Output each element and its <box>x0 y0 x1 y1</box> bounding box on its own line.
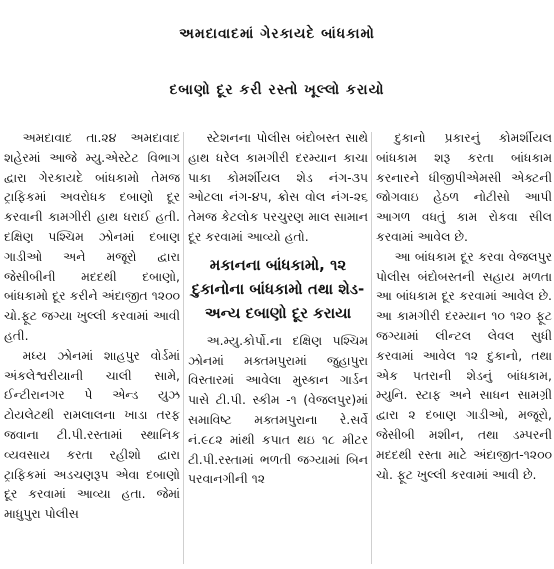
article-paragraph: અમદાવાદ તા.૨૪ અમદાવાદ શહેરમાં આજે મ્યુ.એસ્ટેટ વિભાગ દ્વારા ગેરકાયદે બાંધકામો તેમજ ટ્રાફિકમાં અવરોધક દબાણો દૂર કરવાની કામગીરી હાથ ધરાઈ હતી. દક્ષિણ પશ્ચિમ ઝોનમાં દબાણ ગાડીઓ અને મજૂરો દ્વારા જેસીબીની મદદથી દબાણો, બાંધકામો દૂર કરીને અંદાજીત ૧૨૦૦ ચો.ફૂટ જગ્યા ખુલ્લી કરવામાં આવી હતી. <box>4 130 180 343</box>
column-divider <box>183 132 184 564</box>
headline-line-1: અમદાવાદમાં ગેરકાયદે બાંધકામો <box>179 26 375 42</box>
article-paragraph: દુકાનો પ્રકારનું કોમર્શીયલ બાંધકામ શરૂ કરતા બાંધકામ કરનારને ધીજીપીએમસી એક્ટની જોગવાઇ હેઠળ નોટીસો આપી આગળ વધતું કામ રોકવા સીલ કરવામાં આવેલ છે. <box>376 130 552 244</box>
article-column-3 <box>376 128 552 569</box>
column-divider <box>371 132 372 564</box>
article-paragraph: મધ્ય ઝોનમાં શાહપુર વોર્ડમાં અંકલેશ્વરીયાની ચાલી સામે, ઈન્ટીરાનગર પે એન્ડ યુઝ ટોયલેટથી રામલાલના ખાડા તરફ જવાના ટી.પી.રસ્તામાં સ્થાનિક વ્યવસાય કરતા રહીશો દ્વારા ટ્રાફિકમાં અડચણરૂપ એવા દબાણો દૂર કરવામાં આવ્યા હતા. જેમાં માધુપુરા પોલીસ <box>4 347 180 522</box>
article-column-2 <box>188 128 368 569</box>
subheading: મકાનના બાંધકામો, ૧૨ દુકાનોના બાંધકામો તથા શેડ-અન્ય દબાણો દૂર કરાયા <box>191 255 365 322</box>
article-paragraph: આ બાંધકામ દૂર કરવા વેજલપુર પોલીસ બંદોબસ્તની સહાય મળતા આ બાંધકામ દૂર કરવામાં આવેલ છે. આ કામગીરી દરમ્યાન ૧૦ ૧૨૦ ફૂટ જગ્યામાં લીન્ટલ લેવલ સુધી કરવામાં આવેલ ૧૨ દુકાનો, તથા એક પતરાની શેડનું બાંધકામ, મ્યુનિ. સ્ટાફ અને સાધન સામગ્રી દ્વારા ૨ દબાણ ગાડીઓ, મજૂરો, જેસીબી મશીન, તથા ડમ્પરની મદદથી રસ્તા માટે અંદાજીત-૧૨૦૦ ચો. ફૂટ ખુલ્લી કરવામાં આવી છે. <box>376 248 552 482</box>
headline-line-2: દબાણો દૂર કરી રસ્તો ખૂલ્લો કરાયો <box>169 82 385 98</box>
article-paragraph: સ્ટેશનના પોલીસ બંદોબસ્ત સાથે હાથ ધરેલ કામગીરી દરમ્યાન કાચા પાકા કોમર્શીયલ શેડ નંગ-૩૫ ઓટલા નંગ-૪૫, ક્રોસ વોલ નંગ-૨૬ તેમજ કેટલોક પરચુરણ માલ સામાન દૂર કરવામાં આવ્યો હતો. <box>188 130 368 244</box>
article-paragraph: અ.મ્યુ.કોર્પો.ના દક્ષિણ પશ્ચિમ ઝોનમાં મક્તમપુરામાં જુહાપુરા વિસ્તારમાં આવેલા મુસ્કાન ગાર્ડન પાસે ટી.પી. સ્કીમ -૧ (વેજલપુર)માં સમાવિષ્ટ મક્તમપુરાના રે.સર્વે નં.૯૮૨ માંથી કપાત થઇ ૧૮ મીટર ટી.પી.રસ્તામાં ભળતી જગ્યામાં બિન પરવાનગીની ૧૨ <box>188 332 368 487</box>
article-column-1 <box>4 128 180 569</box>
headline <box>0 0 554 128</box>
